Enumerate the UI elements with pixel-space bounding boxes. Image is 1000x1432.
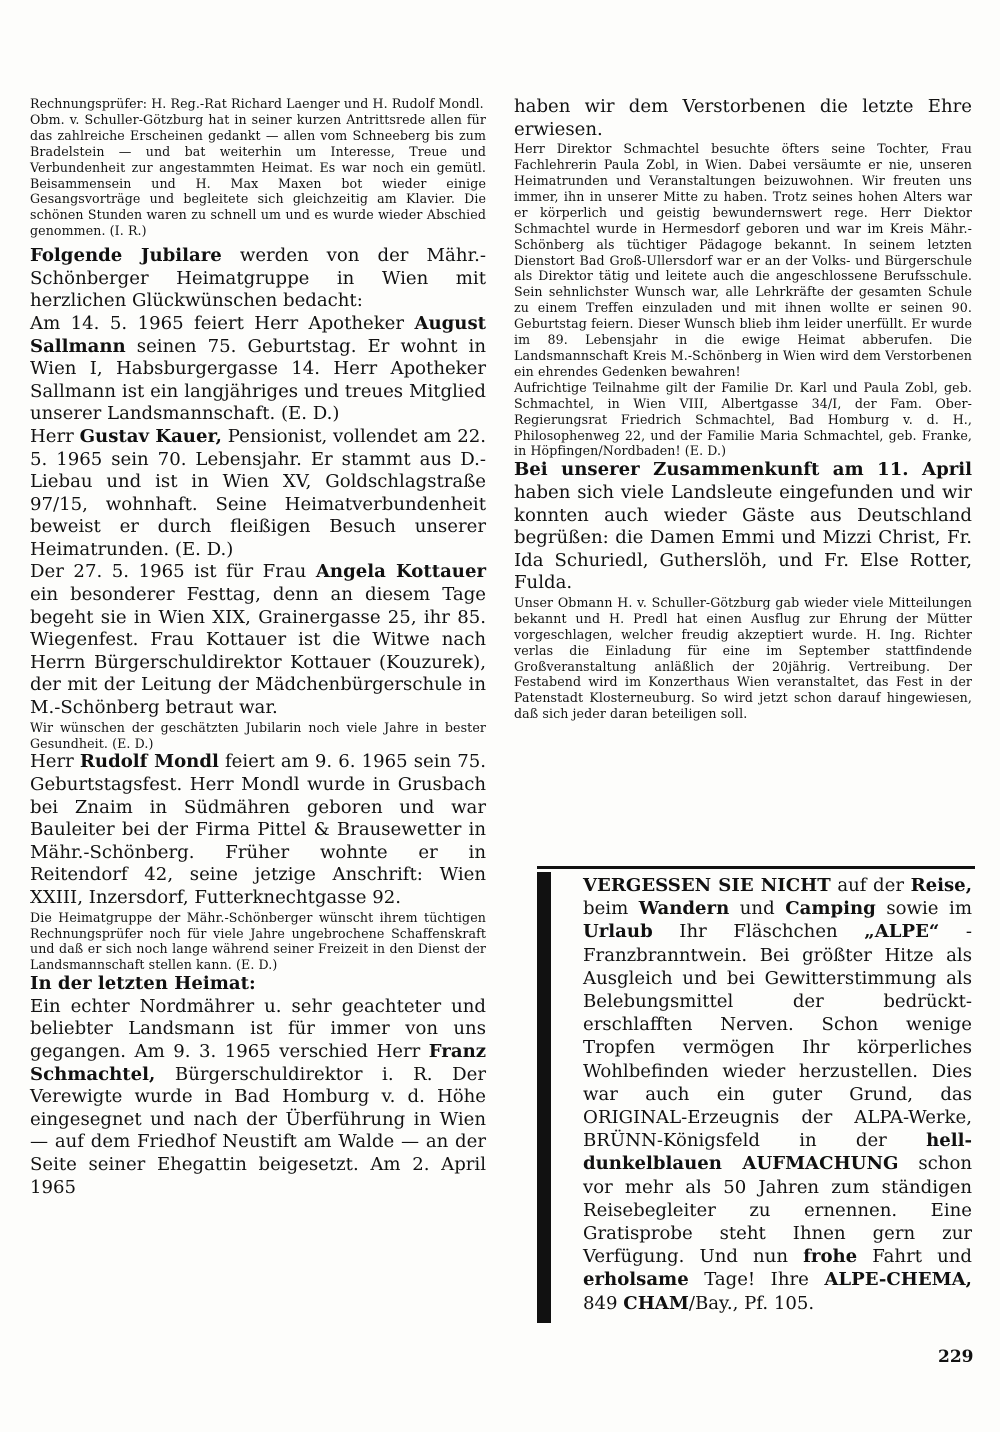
kauer-paragraph: Herr Gustav Kauer, Pensionist, vollendet am 22. 5. 1965 sein 70. Lebensjahr. Er stammt aus D.-Liebau und ist in Wien XV, Goldschlagstraße 97/15, wohnhaft. Seine Heimatverbundenheit beweist er durch fleißigen Besuch unserer Heimatrunden. (E. D.) bbox=[30, 425, 487, 560]
meeting-report-paragraph: Obm. v. Schuller-Götzburg hat in seiner kurzen Antrittsrede allen für das zahlreiche Erscheinen gedankt — allen vom Schneeberg bis zum Bradelstein — und bat weiterhin um Interesse, Treue und Verbundenheit zur angestammten Heimat. Es war noch ein gemütl. Beisammensein und H. Max Maxen bot wieder einige Gesangsvorträge und begleitete sich gleichzeitig am Klavier. Die schönen Stunden waren zu schnell um und es wurde wieder Abschied genommen. (I. R.) bbox=[30, 111, 486, 239]
mondl-name: Rudolf Mondl bbox=[79, 751, 219, 773]
jubilee-heading: Folgende Jubilare bbox=[30, 245, 222, 267]
kottauer-wishes: Wir wünschen der geschätzten Jubilarin noch viele Jahre in bester Gesundheit. (E. D.) bbox=[30, 719, 486, 751]
sallmann-paragraph: Am 14. 5. 1965 feiert Herr Apotheker August Sallmann seinen 75. Geburtstag. Er wohnt in Wien I, Habsburgergasse 14. Herr Apotheker Sallmann ist ein langjähriges und treues Mitglied unserer Landsmannschaft. (E. D.) bbox=[30, 312, 486, 425]
obituary-heading: In der letzten Heimat: bbox=[30, 973, 256, 995]
mondl-paragraph: Herr Rudolf Mondl feiert am 9. 6. 1965 sein 75. Geburtstagsfest. Herr Mondl wurde in Grusbach bei Znaim in Südmähren geboren und war Bauleiter bei der Firma Pittel & Brausewetter in Mähr.-Schönberg. Früher wohnte er in Reitendorf 42, seine jetzige Anschrift: Wien XXIII, Inzersdorf, Futterknechtgasse 92. bbox=[30, 751, 486, 908]
jubilee-intro-paragraph: Folgende Jubilare werden von der Mähr.-Schönberger Heimatgruppe in Wien mit herzlichen Glückwünschen bedacht: bbox=[30, 245, 487, 312]
alpe-chema-company: ALPE-CHEMA, bbox=[824, 1269, 972, 1291]
schmachtel-biography-paragraph: Herr Direktor Schmachtel besuchte öfters seine Tochter, Frau Fachlehrerin Paula Zobl, in Wien. Dabei versäumte er nie, unseren Heimatrunden und Veranstaltungen beizuwohnen. Wir freuten uns immer, ihn in unserer Mitte zu haben. Trotz seines hohen Alters war er körperlich und geistig bewundernswert rege. Herr Diektor Schmachtel wurde in Hermesdorf geboren und war im Kreis Mähr.-Schönberg als tüchtiger Pädagoge bekannt. In seinem letzten Dienstort Bad Groß-Ullersdorf war er an der Volks- und Bürgerschule als Direktor tätig und leitete auch die angeschlossene Berufsschule. Sein sehnlichster Wunsch war, alle Lehrkräfte der gesamten Schule zu einem Treffen einzuladen und mit ihnen wollte er seinen 90. Geburtstag feiern. Dieser Wunsch blieb ihm leider unerfüllt. Er wurde im 89. Lebensjahr in die ewige Heimat abberufen. Die Landsmannschaft Kreis M.-Schönberg in Wien wird dem Verstorbenen ein ehrendes Gedenken bewahren! bbox=[514, 141, 972, 379]
alpe-advertisement-text: VERGESSEN SIE NICHT auf der Reise, beim Wandern und Camping sowie im Urlaub Ihr Fläschchen „ALPE“ - Franzbranntwein. Bei größter Hitze als Ausgleich und bei Gewitterstimmung als Belebungsmittel der bedrückt-erschlafften Nerven. Schon wenige Tropfen vermögen Ihr körperliches Wohlbefinden wieder herzustellen. Dies war auch ein guter Grund, das ORIGINAL-Erzeugnis der ALPA-Werke, BRÜNN-Königsfeld in der hell-dunkelblauen AUFMACHUNG schon vor mehr als 50 Jahren zum ständigen Reisebegleiter zu ernennen. Eine Gratisprobe steht Ihnen gern zur Verfügung. Und nun frohe Fahrt und erholsame Tage! Ihre ALPE-CHEMA, 849 CHAM/Bay., Pf. 105. bbox=[583, 875, 972, 1314]
alpe-brand-name: „ALPE“ bbox=[864, 921, 940, 943]
auditors-paragraph: Rechnungsprüfer: H. Reg.-Rat Richard Laenger und H. Rudolf Mondl. bbox=[30, 96, 484, 111]
schmachtel-name: Franz Schmachtel, bbox=[30, 1041, 486, 1085]
schmachtel-paragraph: Ein echter Nordmährer u. sehr geachteter und beliebter Landsmann ist für immer von uns gegangen. Am 9. 3. 1965 verschied Herr Franz Schmachtel, Bürgerschuldirektor i. R. Der Verewigte wurde in Bad Homburg v. d. Höhe eingesegnet und nach der Überführung in Wien — auf dem Friedhof Neustift am Walde — an der Seite seiner Ehegattin beigesetzt. Am 2. April 1965 bbox=[30, 995, 486, 1198]
left-column bbox=[30, 96, 486, 1199]
april-meeting-paragraph: Bei unserer Zusammenkunft am 11. April haben sich viele Landsleute eingefunden und wir konnten auch wieder Gäste aus Deutschland begrüßen: die Damen Emmi und Mizzi Christ, Fr. Ida Schuriedl, Gutherslöh, und Fr. Else Rotter, Fulda. bbox=[514, 459, 972, 594]
right-column bbox=[514, 96, 972, 722]
chairman-announcements-paragraph: Unser Obmann H. v. Schuller-Götzburg gab wieder viele Mitteilungen bekannt und H. Predl hat einen Ausflug zur Ehrung der Mütter vorgeschlagen, welcher freudig akzeptiert wurde. H. Ing. Richter verlas die Einladung für eine im September stattfindende Großveranstaltung anläßlich der 20jährig. Vertreibung. Der Festabend wird im Konzerthaus Wien veranstaltet, das Fest in der Patenstadt Klosterneuburg. So wird jetzt schon darauf hingewiesen, daß sich jeder daran beteiligen soll. bbox=[514, 594, 972, 722]
kauer-name: Gustav Kauer, bbox=[79, 425, 222, 447]
obituary-continuation: haben wir dem Verstorbenen die letzte Ehre erwiesen. bbox=[514, 96, 972, 140]
condolences-paragraph: Aufrichtige Teilnahme gilt der Familie Dr. Karl und Paula Zobl, geb. Schmachtel, in Wien VIII, Albertgasse 34/I, der Fam. Ober-Regierungsrat Friedrich Schmachtel, Bad Homburg v. d. H., Philosophenweg 22, und der Familie Maria Schmachtel, geb. Franke, in Höpfingen/Nordbaden! (E. D.) bbox=[514, 379, 972, 459]
kottauer-name: Angela Kottauer bbox=[315, 561, 486, 583]
mondl-wishes: Die Heimatgruppe der Mähr.-Schönberger wünscht ihrem tüchtigen Rechnungsprüfer noch für viele Jahre ungebrochene Schaffenskraft und daß er sich noch lange während seiner Freizeit in den Dienst der Landsmannschaft stellen kann. (E. D.) bbox=[30, 909, 486, 973]
advertisement-bar bbox=[537, 872, 551, 1323]
april-meeting-heading: Bei unserer Zusammenkunft am 11. April bbox=[514, 459, 972, 481]
sallmann-name: August Sallmann bbox=[30, 312, 486, 357]
kottauer-paragraph: Der 27. 5. 1965 ist für Frau Angela Kottauer ein besonderer Festtag, denn an diesem Tage begeht sie in Wien XIX, Grainergasse 25, ihr 85. Wiegenfest. Frau Kottauer ist die Witwe nach Herrn Bürgerschuldirektor Kottauer (Kouzurek), der mit der Leitung der Mädchenbürgerschule in M.-Schönberg betraut war. bbox=[30, 561, 486, 719]
page-number: 229 bbox=[938, 1347, 974, 1367]
